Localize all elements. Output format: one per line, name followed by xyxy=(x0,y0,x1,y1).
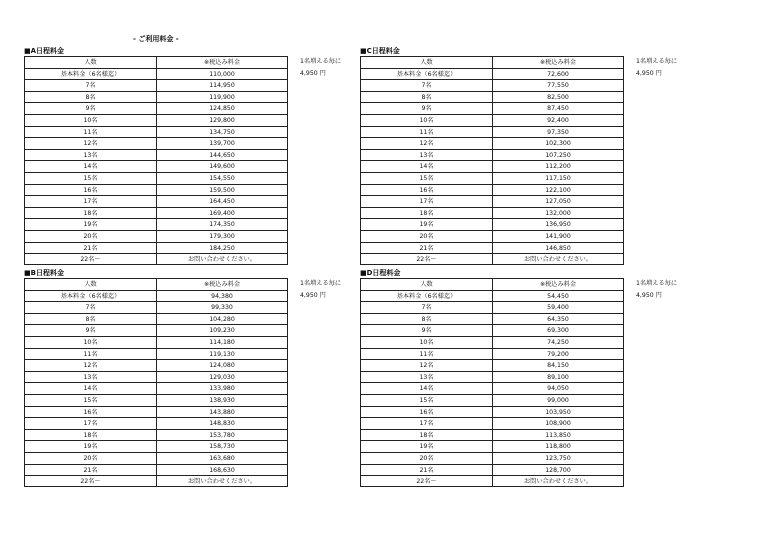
table-row xyxy=(360,79,700,91)
table-row xyxy=(24,68,364,80)
cell-people: 基本料金（6名様迄） xyxy=(360,68,492,80)
table-row xyxy=(360,102,700,114)
cell-people: 18名 xyxy=(24,207,156,219)
cell-people: 14名 xyxy=(360,160,492,172)
cell-price: 77,550 xyxy=(492,79,624,91)
table-row xyxy=(24,160,364,172)
table-row xyxy=(360,382,700,394)
table-row xyxy=(360,313,700,325)
cell-people: 10名 xyxy=(24,114,156,126)
cell-price: 134,750 xyxy=(156,126,288,138)
extra-value: 4,950 円 xyxy=(300,69,326,77)
table-row xyxy=(24,475,364,487)
cell-people: 13名 xyxy=(24,371,156,383)
cell-people: 15名 xyxy=(24,172,156,184)
cell-price: 139,700 xyxy=(156,137,288,149)
table-row xyxy=(360,359,700,371)
table-row xyxy=(24,218,364,230)
table-row xyxy=(24,114,364,126)
cell-price: 112,200 xyxy=(492,160,624,172)
cell-people: 20名 xyxy=(360,230,492,242)
cell-people: 10名 xyxy=(24,336,156,348)
cell-price: 107,250 xyxy=(492,149,624,161)
cell-people: 12名 xyxy=(24,137,156,149)
cell-price: 149,600 xyxy=(156,160,288,172)
table-row xyxy=(24,102,364,114)
table-row xyxy=(360,290,700,302)
table-row xyxy=(24,440,364,452)
cell-price: 108,900 xyxy=(492,417,624,429)
header-people: 人数 xyxy=(360,278,492,290)
cell-people: 11名 xyxy=(360,126,492,138)
cell-price: 102,300 xyxy=(492,137,624,149)
page-title: - ご利用料金 - xyxy=(133,35,179,43)
table-header-row xyxy=(360,278,700,290)
cell-people: 15名 xyxy=(24,394,156,406)
table-header-row xyxy=(24,56,364,68)
table-row xyxy=(360,242,700,254)
cell-price: 99,330 xyxy=(156,301,288,313)
section-title: ■C日程料金 xyxy=(360,47,400,55)
table-row xyxy=(24,324,364,336)
cell-people: 19名 xyxy=(360,440,492,452)
cell-price: 89,100 xyxy=(492,371,624,383)
cell-price: 119,900 xyxy=(156,91,288,103)
cell-price: 87,450 xyxy=(492,102,624,114)
table-row xyxy=(360,160,700,172)
header-price: ※税込み料金 xyxy=(156,278,288,290)
table-row xyxy=(360,371,700,383)
cell-price: お問い合わせください。 xyxy=(156,475,288,487)
cell-people: 11名 xyxy=(360,348,492,360)
header-price: ※税込み料金 xyxy=(492,56,624,68)
extra-label: 1名増える毎に xyxy=(636,58,678,65)
cell-price: 146,850 xyxy=(492,242,624,254)
cell-price: 158,730 xyxy=(156,440,288,452)
cell-people: 15名 xyxy=(360,172,492,184)
cell-people: 17名 xyxy=(360,417,492,429)
cell-price: 97,350 xyxy=(492,126,624,138)
cell-people: 14名 xyxy=(24,382,156,394)
cell-people: 22名〜 xyxy=(360,253,492,265)
cell-price: 169,400 xyxy=(156,207,288,219)
table-row xyxy=(360,195,700,207)
table-row xyxy=(24,195,364,207)
table-row xyxy=(360,207,700,219)
cell-people: 8名 xyxy=(360,91,492,103)
table-row xyxy=(24,184,364,196)
cell-price: 110,000 xyxy=(156,68,288,80)
extra-value: 4,950 円 xyxy=(300,291,326,299)
cell-people: 21名 xyxy=(24,464,156,476)
cell-people: 19名 xyxy=(24,218,156,230)
cell-people: 7名 xyxy=(24,79,156,91)
cell-people: 11名 xyxy=(24,348,156,360)
cell-price: 54,450 xyxy=(492,290,624,302)
table-row xyxy=(24,452,364,464)
table-row xyxy=(24,79,364,91)
cell-people: 16名 xyxy=(24,184,156,196)
extra-label: 1名増える毎に xyxy=(300,280,342,287)
cell-people: 22名〜 xyxy=(360,475,492,487)
cell-price: 64,350 xyxy=(492,313,624,325)
header-people: 人数 xyxy=(360,56,492,68)
table-row xyxy=(360,149,700,161)
cell-people: 10名 xyxy=(360,336,492,348)
cell-price: お問い合わせください。 xyxy=(156,253,288,265)
cell-price: 109,230 xyxy=(156,324,288,336)
table-row xyxy=(360,406,700,418)
table-row xyxy=(24,406,364,418)
cell-price: 144,650 xyxy=(156,149,288,161)
cell-people: 12名 xyxy=(24,359,156,371)
section-a xyxy=(24,46,364,265)
cell-people: 8名 xyxy=(24,91,156,103)
section-c xyxy=(360,46,700,265)
cell-people: 14名 xyxy=(360,382,492,394)
cell-people: 14名 xyxy=(24,160,156,172)
cell-people: 13名 xyxy=(24,149,156,161)
cell-price: 128,700 xyxy=(492,464,624,476)
table-row xyxy=(24,313,364,325)
cell-price: 132,000 xyxy=(492,207,624,219)
cell-people: 20名 xyxy=(24,452,156,464)
cell-price: 119,130 xyxy=(156,348,288,360)
cell-people: 9名 xyxy=(360,324,492,336)
cell-price: 103,950 xyxy=(492,406,624,418)
extra-value: 4,950 円 xyxy=(636,291,662,299)
table-row xyxy=(24,126,364,138)
cell-price: 94,050 xyxy=(492,382,624,394)
cell-price: 168,630 xyxy=(156,464,288,476)
cell-people: 9名 xyxy=(24,324,156,336)
cell-price: 179,300 xyxy=(156,230,288,242)
cell-price: 99,000 xyxy=(492,394,624,406)
table-row xyxy=(24,359,364,371)
table-row xyxy=(360,230,700,242)
cell-price: 174,350 xyxy=(156,218,288,230)
cell-price: 129,030 xyxy=(156,371,288,383)
cell-people: 8名 xyxy=(24,313,156,325)
cell-price: 79,200 xyxy=(492,348,624,360)
cell-price: 136,950 xyxy=(492,218,624,230)
cell-price: 127,050 xyxy=(492,195,624,207)
cell-price: 159,500 xyxy=(156,184,288,196)
table-row xyxy=(24,137,364,149)
table-row xyxy=(360,114,700,126)
cell-price: 141,900 xyxy=(492,230,624,242)
cell-people: 21名 xyxy=(360,464,492,476)
cell-people: 基本料金（6名様迄） xyxy=(360,290,492,302)
cell-price: 84,150 xyxy=(492,359,624,371)
table-row xyxy=(360,68,700,80)
cell-price: 94,380 xyxy=(156,290,288,302)
cell-people: 16名 xyxy=(24,406,156,418)
cell-price: 69,300 xyxy=(492,324,624,336)
table-row xyxy=(24,207,364,219)
cell-price: 148,830 xyxy=(156,417,288,429)
table-row xyxy=(360,324,700,336)
cell-people: 20名 xyxy=(360,452,492,464)
table-row xyxy=(360,475,700,487)
cell-people: 7名 xyxy=(360,79,492,91)
section-b xyxy=(24,268,364,487)
cell-price: 164,450 xyxy=(156,195,288,207)
cell-people: 基本料金（6名様迄） xyxy=(24,290,156,302)
table-row xyxy=(360,394,700,406)
table-row xyxy=(360,137,700,149)
table-row xyxy=(24,417,364,429)
cell-price: 138,930 xyxy=(156,394,288,406)
table-row xyxy=(24,382,364,394)
table-row xyxy=(360,336,700,348)
table-row xyxy=(24,371,364,383)
table-row xyxy=(24,290,364,302)
cell-price: 92,400 xyxy=(492,114,624,126)
cell-people: 19名 xyxy=(24,440,156,452)
table-row xyxy=(360,301,700,313)
table-row xyxy=(360,464,700,476)
table-row xyxy=(360,429,700,441)
cell-people: 17名 xyxy=(360,195,492,207)
cell-people: 17名 xyxy=(24,417,156,429)
cell-price: 124,850 xyxy=(156,102,288,114)
table-row xyxy=(24,394,364,406)
table-row xyxy=(24,348,364,360)
section-title: ■A日程料金 xyxy=(24,47,65,55)
cell-people: 11名 xyxy=(24,126,156,138)
extra-label: 1名増える毎に xyxy=(300,58,342,65)
table-row xyxy=(360,348,700,360)
cell-people: 16名 xyxy=(360,406,492,418)
cell-price: 154,550 xyxy=(156,172,288,184)
cell-people: 18名 xyxy=(24,429,156,441)
table-row xyxy=(360,184,700,196)
table-header-row xyxy=(360,56,700,68)
cell-price: 114,950 xyxy=(156,79,288,91)
table-row xyxy=(24,172,364,184)
table-header-row xyxy=(24,278,364,290)
table-row xyxy=(24,301,364,313)
cell-price: 117,150 xyxy=(492,172,624,184)
table-row xyxy=(360,91,700,103)
section-title: ■B日程料金 xyxy=(24,269,64,277)
cell-people: 22名〜 xyxy=(24,253,156,265)
table-row xyxy=(360,218,700,230)
cell-price: 163,680 xyxy=(156,452,288,464)
cell-people: 12名 xyxy=(360,137,492,149)
cell-price: 114,180 xyxy=(156,336,288,348)
cell-price: 184,250 xyxy=(156,242,288,254)
cell-price: 82,500 xyxy=(492,91,624,103)
header-people: 人数 xyxy=(24,278,156,290)
section-title: ■D日程料金 xyxy=(360,269,401,277)
table-row xyxy=(24,230,364,242)
cell-price: 143,880 xyxy=(156,406,288,418)
cell-people: 20名 xyxy=(24,230,156,242)
cell-price: 72,600 xyxy=(492,68,624,80)
cell-people: 18名 xyxy=(360,207,492,219)
header-price: ※税込み料金 xyxy=(156,56,288,68)
table-row xyxy=(360,126,700,138)
header-people: 人数 xyxy=(24,56,156,68)
section-d xyxy=(360,268,700,487)
cell-price: 59,400 xyxy=(492,301,624,313)
cell-people: 21名 xyxy=(24,242,156,254)
extra-label: 1名増える毎に xyxy=(636,280,678,287)
cell-price: 124,080 xyxy=(156,359,288,371)
cell-price: お問い合わせください。 xyxy=(492,253,624,265)
cell-price: 118,800 xyxy=(492,440,624,452)
table-row xyxy=(360,172,700,184)
cell-people: 8名 xyxy=(360,313,492,325)
cell-people: 19名 xyxy=(360,218,492,230)
table-row xyxy=(24,336,364,348)
cell-people: 12名 xyxy=(360,359,492,371)
cell-price: 129,800 xyxy=(156,114,288,126)
cell-price: お問い合わせください。 xyxy=(492,475,624,487)
cell-price: 104,280 xyxy=(156,313,288,325)
cell-people: 10名 xyxy=(360,114,492,126)
cell-price: 123,750 xyxy=(492,452,624,464)
cell-people: 15名 xyxy=(360,394,492,406)
table-row xyxy=(24,429,364,441)
cell-price: 74,250 xyxy=(492,336,624,348)
table-row xyxy=(360,417,700,429)
cell-people: 22名〜 xyxy=(24,475,156,487)
table-row xyxy=(24,149,364,161)
cell-price: 113,850 xyxy=(492,429,624,441)
table-row xyxy=(360,452,700,464)
cell-people: 7名 xyxy=(360,301,492,313)
table-row xyxy=(24,91,364,103)
extra-value: 4,950 円 xyxy=(636,69,662,77)
cell-people: 7名 xyxy=(24,301,156,313)
table-row xyxy=(24,242,364,254)
cell-people: 17名 xyxy=(24,195,156,207)
cell-people: 13名 xyxy=(360,371,492,383)
cell-price: 153,780 xyxy=(156,429,288,441)
header-price: ※税込み料金 xyxy=(492,278,624,290)
cell-price: 122,100 xyxy=(492,184,624,196)
cell-people: 基本料金（6名様迄） xyxy=(24,68,156,80)
cell-people: 16名 xyxy=(360,184,492,196)
table-row xyxy=(360,253,700,265)
cell-people: 13名 xyxy=(360,149,492,161)
table-row xyxy=(24,464,364,476)
table-row xyxy=(360,440,700,452)
cell-people: 9名 xyxy=(24,102,156,114)
cell-people: 18名 xyxy=(360,429,492,441)
table-row xyxy=(24,253,364,265)
cell-price: 133,980 xyxy=(156,382,288,394)
cell-people: 21名 xyxy=(360,242,492,254)
cell-people: 9名 xyxy=(360,102,492,114)
